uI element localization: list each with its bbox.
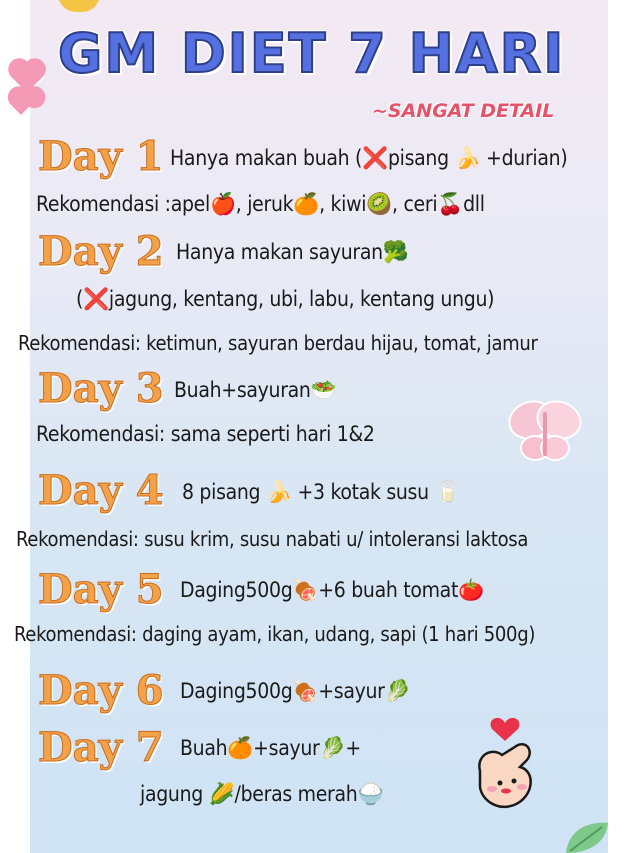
decorative-ball: [58, 0, 100, 12]
day-3-line-2: Rekomendasi: sama seperti hari 1&2: [36, 422, 375, 446]
day-2-label: Day 2: [38, 228, 164, 275]
day-7-line-1: Buah🍊+sayur🥬+: [180, 736, 361, 760]
day-1-line-2: Rekomendasi :apel🍎, jeruk🍊, kiwi🥝, ceri🍒dll: [36, 192, 485, 216]
day-5-line-1: Daging500g🍖+6 buah tomat🍅: [180, 578, 484, 602]
day-3-line-1: Buah+sayuran🥗: [174, 378, 337, 402]
left-border: [0, 0, 30, 853]
day-4-line-1: 8 pisang 🍌 +3 kotak susu 🥛: [182, 480, 461, 504]
day-3-label: Day 3: [38, 365, 164, 412]
page-title: GM DIET 7 HARI: [58, 22, 566, 85]
day-1-line-1: Hanya makan buah (❌pisang 🍌 +durian): [170, 146, 568, 170]
day-5-line-2: Rekomendasi: daging ayam, ikan, udang, sapi (1 hari 500g): [14, 622, 536, 646]
right-border: [608, 0, 640, 853]
day-1-label: Day 1: [38, 133, 164, 180]
page-subtitle: ~SANGAT DETAIL: [372, 100, 555, 122]
day-2-line-1: Hanya makan sayuran🥦: [176, 240, 409, 264]
day-6-line-1: Daging500g🍖+sayur🥬: [180, 679, 411, 703]
leaf-icon: [562, 815, 612, 853]
day-7-line-2: jagung 🌽/beras merah🍚: [140, 782, 384, 806]
finger-heart-icon: [462, 715, 548, 815]
day-2-line-2: (❌jagung, kentang, ubi, labu, kentang ungu): [76, 287, 495, 311]
day-6-label: Day 6: [38, 667, 164, 714]
day-2-line-3: Rekomendasi: ketimun, sayuran berdau hijau, tomat, jamur: [18, 331, 538, 355]
butterfly-icon: [505, 392, 585, 472]
day-5-label: Day 5: [38, 566, 164, 613]
day-4-line-2: Rekomendasi: susu krim, susu nabati u/ intoleransi laktosa: [16, 527, 529, 551]
day-4-label: Day 4: [38, 467, 164, 514]
day-7-label: Day 7: [38, 724, 164, 771]
